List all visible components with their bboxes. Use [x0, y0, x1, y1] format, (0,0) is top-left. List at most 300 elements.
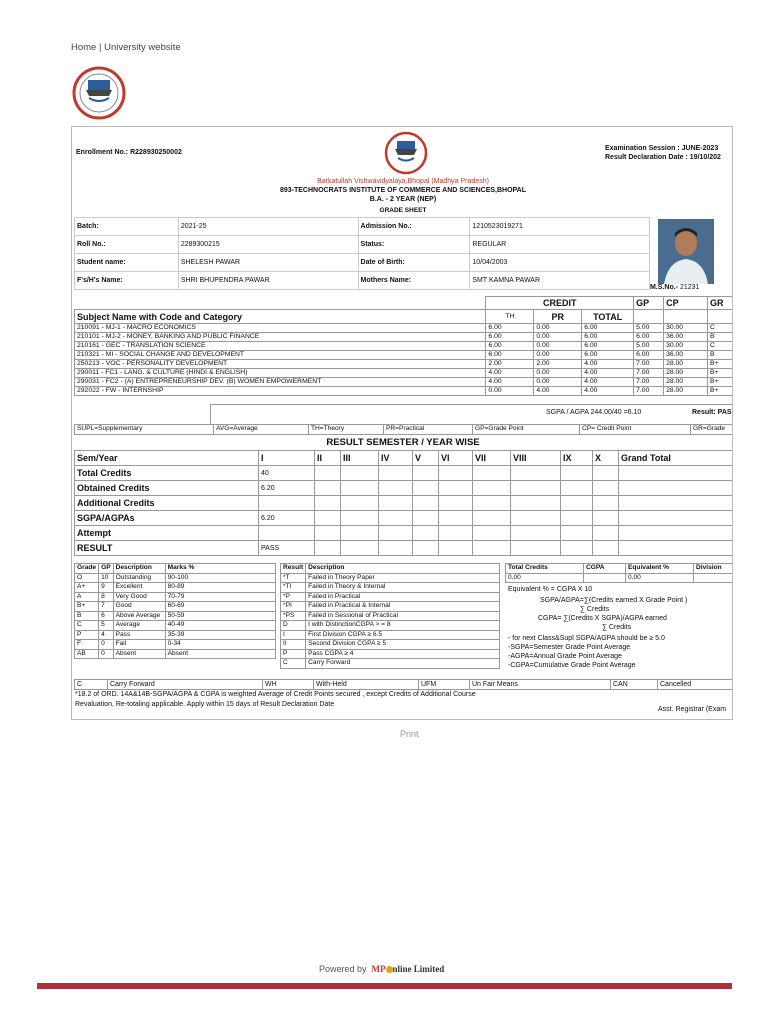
result-cell: [561, 541, 593, 556]
result-row: [75, 481, 734, 496]
subject-total: 6.00: [582, 351, 634, 360]
result-cell: [413, 526, 439, 541]
student-info-row: [75, 254, 650, 272]
info-value: 2289300215: [178, 236, 358, 254]
grade-row: [75, 602, 276, 612]
grade-letter: C: [75, 621, 99, 631]
subject-th: 6.00: [486, 342, 534, 351]
grade-desc: Fail: [113, 640, 165, 650]
result-code: *PS: [281, 611, 306, 621]
subject-pr: 2.00: [534, 360, 582, 369]
result-cell: [315, 496, 341, 511]
subject-row: [75, 378, 734, 387]
grade-marks: 40-49: [165, 621, 275, 631]
subject-total: 6.00: [582, 324, 634, 333]
result-cell: [593, 511, 619, 526]
grade-row: [75, 573, 276, 583]
subject-cp: 28.00: [664, 378, 708, 387]
subject-th: 2.00: [486, 360, 534, 369]
result-cell: [561, 496, 593, 511]
result-col-header: II: [315, 451, 341, 466]
info-label: Admission No.:: [358, 218, 470, 236]
legend-supl: SUPL=Supplementary: [75, 425, 214, 435]
subject-cp: 30.00: [664, 324, 708, 333]
result-desc-row: [281, 649, 500, 659]
grade-desc: Pass: [113, 630, 165, 640]
subject-gr: B+: [708, 387, 734, 396]
result-cell: [511, 511, 561, 526]
result-code-desc: I with DistinctionCGPA > = 8: [306, 621, 500, 631]
subject-name: 250213 - VOC - PERSONALITY DEVELOPMENT: [75, 360, 486, 369]
result-col-header: I: [259, 451, 315, 466]
powered-by: Powered by MP nline Limited: [319, 964, 445, 974]
subject-gp: 5.00: [634, 324, 664, 333]
result-row-value: 6.20: [259, 481, 315, 496]
result-desc-header: Result: [281, 564, 306, 574]
result-desc-row: [281, 630, 500, 640]
result-row-value: [259, 526, 315, 541]
result-col-header: III: [341, 451, 379, 466]
info-label: Status:: [358, 236, 470, 254]
subject-gr: C: [708, 324, 734, 333]
result-row-value: 40: [259, 466, 315, 481]
result-cell: [379, 526, 413, 541]
result-row: [75, 541, 734, 556]
result-code: *TI: [281, 583, 306, 593]
grade-marks: 90-100: [165, 573, 275, 583]
student-info-table: [74, 217, 650, 290]
code-cell: With-Held: [314, 680, 419, 690]
result-col-header: VIII: [511, 451, 561, 466]
result-cell: [413, 496, 439, 511]
subject-th: 4.00: [486, 378, 534, 387]
result-row-value: 6.20: [259, 511, 315, 526]
info-value: SMT KAMNA PAWAR: [470, 272, 650, 290]
grade-row: [75, 592, 276, 602]
subject-pr: 0.00: [534, 378, 582, 387]
result-code: D: [281, 621, 306, 631]
subject-gp: 5.00: [634, 342, 664, 351]
enrollment-no: Enrollment No.: R228930250002: [76, 149, 182, 156]
grade-letter: P: [75, 630, 99, 640]
result-cell: [413, 541, 439, 556]
result-row-label: Attempt: [75, 526, 259, 541]
result-desc-row: [281, 659, 500, 669]
grade-desc: Above Average: [113, 611, 165, 621]
result-desc-header: Description: [306, 564, 500, 574]
subject-name: 292022 - FW - INTERNSHIP: [75, 387, 486, 396]
grade-sheet: [71, 126, 733, 720]
grade-marks: 50-59: [165, 611, 275, 621]
result-cell: [341, 541, 379, 556]
cp-header: CP: [664, 297, 708, 310]
totals-header: Equivalent %: [626, 564, 694, 574]
result-cell: [315, 541, 341, 556]
result-cell: [413, 481, 439, 496]
subject-total: 6.00: [582, 333, 634, 342]
subject-th: 6.00: [486, 333, 534, 342]
grade-letter: AB: [75, 649, 99, 659]
info-label: Batch:: [75, 218, 179, 236]
session-info: Examination Session : JUNE-2023 Result Declaration Date : 19/10/202: [605, 145, 721, 161]
subject-gr: B+: [708, 360, 734, 369]
grade-letter: F: [75, 640, 99, 650]
result-cell: [619, 496, 734, 511]
grade-marks: 35-39: [165, 630, 275, 640]
result-cell: [315, 481, 341, 496]
legend-pr: PR=Practical: [384, 425, 473, 435]
result-cell: [561, 511, 593, 526]
result-code-desc: Failed in Practical: [306, 592, 500, 602]
subject-row: [75, 369, 734, 378]
equiv-formula: Equivalent % = CGPA X 10: [508, 586, 593, 593]
subject-name: 210321 - MI - SOCIAL CHANGE AND DEVELOPMENT: [75, 351, 486, 360]
home-link[interactable]: Home: [71, 42, 97, 53]
info-label: Mothers Name:: [358, 272, 470, 290]
result-cell: [619, 541, 734, 556]
result-code-desc: Failed in Practical & Internal: [306, 602, 500, 612]
result-cell: [619, 466, 734, 481]
subject-row: [75, 342, 734, 351]
subject-total: 6.00: [582, 342, 634, 351]
result-col-header: IX: [561, 451, 593, 466]
legend-cp: CP= Credit Point: [580, 425, 691, 435]
result-cell: [315, 526, 341, 541]
result-code: *P: [281, 592, 306, 602]
result-code-desc: Failed in Theory & Internal: [306, 583, 500, 593]
note-3: -AGPA=Annual Grade Point Average: [508, 653, 622, 660]
result-col-header: VI: [439, 451, 473, 466]
result-cell: [473, 466, 511, 481]
result-cell: [511, 541, 561, 556]
totals-table: [505, 563, 733, 583]
grade-row: [75, 630, 276, 640]
sgpa-formula-denominator: ∑ Credits: [580, 606, 610, 613]
result-code: II: [281, 640, 306, 650]
subject-gp: 6.00: [634, 351, 664, 360]
subject-total: 4.00: [582, 369, 634, 378]
footnote-ordinance: *18.2 of ORD. 14A&14B-SGPA/AGPA & CGPA is weighted Average of Credit Points secured , except Credits of Additional Course: [75, 691, 476, 698]
result-cell: [593, 526, 619, 541]
result-cell: [379, 496, 413, 511]
result-cell: [511, 481, 561, 496]
ms-no: M.S.No.- 21231: [650, 284, 700, 291]
result-cell: [561, 481, 593, 496]
result-row: [75, 496, 734, 511]
grade-marks: 0-34: [165, 640, 275, 650]
subject-name: 210101 - MJ-2 - MONEY, BANKING AND PUBLIC FINANCE: [75, 333, 486, 342]
info-label: Roll No.:: [75, 236, 179, 254]
code-cell: CAN: [611, 680, 658, 690]
result-cell: [473, 481, 511, 496]
result-code-desc: Failed in Sessional of Practical: [306, 611, 500, 621]
result-sem-title: RESULT SEMESTER / YEAR WISE: [326, 437, 480, 448]
grade-letter: A: [75, 592, 99, 602]
grade-point: 6: [99, 611, 114, 621]
result-desc-row: [281, 611, 500, 621]
result-cell: [511, 466, 561, 481]
subject-cp: 30.00: [664, 342, 708, 351]
info-value: SHRI BHUPENDRA PAWAR: [178, 272, 358, 290]
grade-marks: 80-89: [165, 583, 275, 593]
result-description-table: [280, 563, 500, 669]
result-cell: [379, 481, 413, 496]
student-info-row: [75, 218, 650, 236]
result-code-desc: Failed in Theory Paper: [306, 573, 500, 583]
subject-gr: B+: [708, 369, 734, 378]
result-cell: [439, 526, 473, 541]
result-cell: [439, 496, 473, 511]
legend-gp: GP=Grade Point: [473, 425, 580, 435]
subject-gr: C: [708, 342, 734, 351]
info-value: 2021-25: [178, 218, 358, 236]
grade-desc: Average: [113, 621, 165, 631]
grade-row: [75, 640, 276, 650]
subject-cp: 28.00: [664, 369, 708, 378]
result-row-value: [259, 496, 315, 511]
student-photo: [658, 219, 714, 284]
result-cell: [341, 511, 379, 526]
subject-pr: 0.00: [534, 351, 582, 360]
result-row: [75, 466, 734, 481]
result-row-label: Obtained Credits: [75, 481, 259, 496]
result-desc-row: [281, 583, 500, 593]
result-cell: [593, 466, 619, 481]
grade-point: 7: [99, 602, 114, 612]
grade-col-header: GP: [99, 564, 114, 574]
info-label: Date of Birth:: [358, 254, 470, 272]
result-row-label: RESULT: [75, 541, 259, 556]
result-code: C: [281, 659, 306, 669]
grade-marks: Absent: [165, 649, 275, 659]
subject-pr: 0.00: [534, 333, 582, 342]
totals-value: 0.00: [626, 573, 694, 583]
subject-gp: 7.00: [634, 378, 664, 387]
grade-point: 0: [99, 649, 114, 659]
subject-gr: B+: [708, 378, 734, 387]
sgpa-line: SGPA / AGPA 244.00/40 =6.10: [546, 409, 642, 416]
sgpa-row-divider: [210, 404, 733, 425]
subject-name: 210091 - MJ-1 - MACRO ECONOMICS: [75, 324, 486, 333]
result-cell: [439, 511, 473, 526]
result-cell: [473, 511, 511, 526]
top-nav: [71, 42, 181, 53]
result-cell: [593, 481, 619, 496]
sgpa-formula: SGPA/AGPA=∑(Credits earned X Grade Point ): [540, 597, 688, 604]
result-cell: [439, 466, 473, 481]
subject-gp: 6.00: [634, 333, 664, 342]
sheet-title: GRADE SHEET: [379, 207, 427, 214]
subject-name: 290011 - FC1 - LANG. & CULTURE (HINDI & ENGLISH): [75, 369, 486, 378]
code-cell: Un Fair Means: [470, 680, 611, 690]
print-link[interactable]: Print: [400, 729, 419, 739]
totals-value: 0.00: [506, 573, 584, 583]
info-value: 1210523019271: [470, 218, 650, 236]
result-row-label: Additional Credits: [75, 496, 259, 511]
legend-table: [74, 424, 733, 435]
codes-table: [74, 679, 733, 690]
subject-th: 0.00: [486, 387, 534, 396]
grade-point: 9: [99, 583, 114, 593]
code-cell: Carry Forward: [108, 680, 263, 690]
result-cell: [561, 466, 593, 481]
result-code: I: [281, 630, 306, 640]
subject-row: [75, 360, 734, 369]
result-col-header: IV: [379, 451, 413, 466]
totals-value: [694, 573, 734, 583]
note-1: - for next Class&Supl SGPA/AGPA should be ≥ 5.0: [508, 635, 665, 642]
grade-point: 8: [99, 592, 114, 602]
result-cell: [413, 466, 439, 481]
subject-name: 210161 - GEC - TRANSLATION SCIENCE: [75, 342, 486, 351]
nav-separator: |: [96, 42, 105, 53]
result-cell: [619, 526, 734, 541]
grade-letter: O: [75, 573, 99, 583]
footnote-revaluation: Revaluation, Re-totaling applicable. Apply within 15 days of Result Declaration Date: [75, 701, 335, 708]
result-desc-row: [281, 621, 500, 631]
subject-name: 290031 - FC2 - (A) ENTREPRENEURSHIP DEV. (B) WOMEN EMPOWERMENT: [75, 378, 486, 387]
gp-header: GP: [634, 297, 664, 310]
subject-gp: 7.00: [634, 387, 664, 396]
grade-row: [75, 621, 276, 631]
result-col-header: Sem/Year: [75, 451, 259, 466]
grade-point: 0: [99, 640, 114, 650]
university-logo-icon: [72, 66, 126, 120]
registrar-signature: Asst. Registrar (Exam: [658, 706, 727, 713]
result-cell: [439, 481, 473, 496]
subject-th: 4.00: [486, 369, 534, 378]
cgpa-formula: CGPA= ∑(Credits X SGPA)/AGPA earned: [538, 615, 667, 622]
code-cell: WH: [263, 680, 314, 690]
result-row: [75, 511, 734, 526]
totals-header: CGPA: [584, 564, 626, 574]
grade-point: 5: [99, 621, 114, 631]
legend-avg: AVG=Average: [214, 425, 309, 435]
result-col-header: X: [593, 451, 619, 466]
grade-marks: 70-79: [165, 592, 275, 602]
grade-scale-table: [74, 563, 276, 659]
code-cell: C: [75, 680, 108, 690]
totals-value: [584, 573, 626, 583]
student-info-row: [75, 272, 650, 290]
subject-cp: 28.00: [664, 387, 708, 396]
grade-col-header: Marks %: [165, 564, 275, 574]
result-cell: [593, 541, 619, 556]
student-info-row: [75, 236, 650, 254]
result-desc-row: [281, 602, 500, 612]
subject-th: 6.00: [486, 351, 534, 360]
result-cell: [379, 541, 413, 556]
cgpa-formula-denominator: ∑ Credits: [602, 624, 632, 631]
grade-row: [75, 649, 276, 659]
totals-header: Total Credits: [506, 564, 584, 574]
grade-desc: Absent: [113, 649, 165, 659]
result-cell: [561, 526, 593, 541]
subject-row: [75, 351, 734, 360]
grade-letter: B: [75, 611, 99, 621]
legend-gr: GR=Grade: [691, 425, 734, 435]
total-header: TOTAL: [582, 310, 634, 324]
totals-header: Division: [694, 564, 734, 574]
university-logo-icon: [384, 129, 428, 177]
grade-letter: B+: [75, 602, 99, 612]
subject-gp: 7.00: [634, 369, 664, 378]
result-cell: [379, 466, 413, 481]
result-cell: [511, 496, 561, 511]
subject-total: 4.00: [582, 378, 634, 387]
subject-cp: 36.00: [664, 333, 708, 342]
result-code-desc: Pass CGPA ≥ 4: [306, 649, 500, 659]
result-row-label: Total Credits: [75, 466, 259, 481]
mponline-o-icon: [386, 966, 393, 973]
info-label: Student name:: [75, 254, 179, 272]
result-code: *T: [281, 573, 306, 583]
grade-desc: Very Good: [113, 592, 165, 602]
result-label: Result: PAS: [692, 409, 732, 416]
subject-row: [75, 387, 734, 396]
result-desc-row: [281, 640, 500, 650]
info-value: REGULAR: [470, 236, 650, 254]
grade-letter: A+: [75, 583, 99, 593]
student-photo-image: [658, 219, 714, 284]
code-cell: Cancelled: [658, 680, 734, 690]
result-desc-row: [281, 592, 500, 602]
result-cell: [473, 526, 511, 541]
course-name: B.A. - 2 YEAR (NEP): [369, 196, 437, 203]
result-cell: [619, 511, 734, 526]
grade-desc: Good: [113, 602, 165, 612]
result-cell: [341, 481, 379, 496]
result-cell: [341, 526, 379, 541]
result-col-header: Grand Total: [619, 451, 734, 466]
grade-col-header: Grade: [75, 564, 99, 574]
mponline-logo: MP nline Limited: [371, 964, 445, 974]
subject-gr: B: [708, 351, 734, 360]
subject-pr: 0.00: [534, 369, 582, 378]
subject-pr: 0.00: [534, 324, 582, 333]
result-desc-row: [281, 573, 500, 583]
legend-th: TH=Theory: [309, 425, 384, 435]
subject-cp: 36.00: [664, 351, 708, 360]
subject-gp: 7.00: [634, 360, 664, 369]
university-website-link[interactable]: University website: [104, 42, 181, 53]
credit-header: CREDIT: [486, 297, 634, 310]
result-cell: [511, 526, 561, 541]
grade-col-header: Description: [113, 564, 165, 574]
bottom-bar: [37, 983, 732, 989]
result-cell: [341, 496, 379, 511]
note-2: -SGPA=Semester Grade Point Average: [508, 644, 631, 651]
grade-point: 4: [99, 630, 114, 640]
th-header: TH: [486, 310, 534, 324]
result-cell: [315, 511, 341, 526]
result-code-desc: First Division CGPA ≥ 6.5: [306, 630, 500, 640]
pr-header: PR: [534, 310, 582, 324]
result-cell: [315, 466, 341, 481]
result-code: P: [281, 649, 306, 659]
subject-row: [75, 333, 734, 342]
institute-name: 893-TECHNOCRATS INSTITUTE OF COMMERCE AND SCIENCES,BHOPAL: [279, 187, 527, 194]
note-4: -CGPA=Cumulative Grade Point Average: [508, 662, 636, 669]
subject-cp: 28.00: [664, 360, 708, 369]
result-cell: [341, 466, 379, 481]
result-cell: [439, 541, 473, 556]
result-cell: [593, 496, 619, 511]
result-col-header: VII: [473, 451, 511, 466]
subject-total: 4.00: [582, 387, 634, 396]
result-cell: [473, 541, 511, 556]
result-cell: [619, 481, 734, 496]
